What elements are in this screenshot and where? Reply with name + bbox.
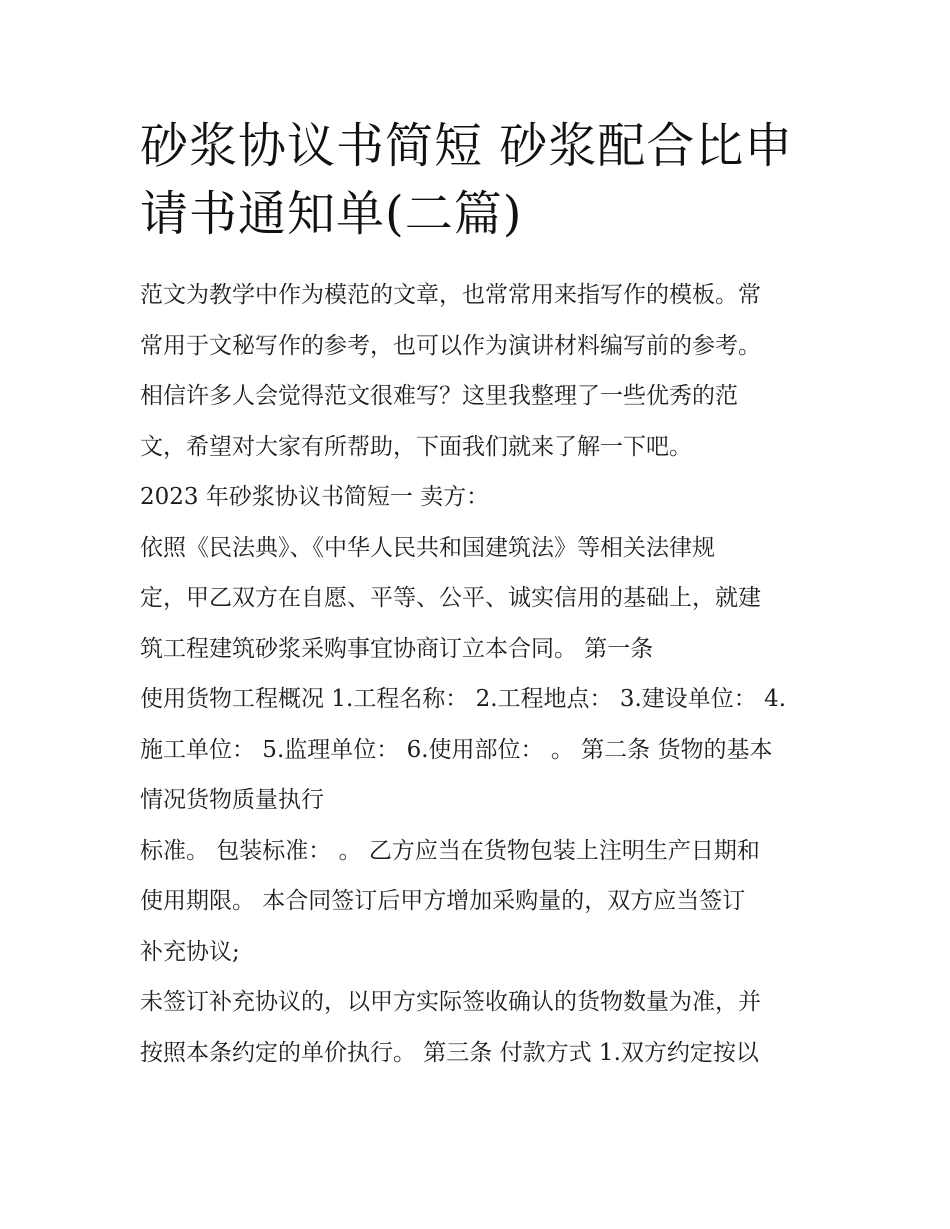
text-line: 施工单位： 5.监理单位： 6.使用部位： 。 第二条 货物的基本 <box>140 736 773 763</box>
text-line: 定，甲乙双方在自愿、平等、公平、诚实信用的基础上，就建 <box>140 585 761 611</box>
title-line: 砂浆协议书简短 砂浆配合比申 <box>140 118 794 174</box>
paragraph-intro <box>140 270 820 472</box>
text-line: 标准。 包装标准： 。 乙方应当在货物包装上注明生产日期和 <box>140 837 760 864</box>
document-page <box>140 112 820 1078</box>
paragraph-heading <box>140 472 820 523</box>
paragraph-standards <box>140 826 820 978</box>
document-title <box>140 112 820 248</box>
text-line: 按照本条约定的单价执行。 第三条 付款方式 1.双方约定按以 <box>140 1039 759 1066</box>
text-line: 未签订补充协议的，以甲方实际签收确认的货物数量为准，并 <box>140 989 761 1015</box>
title-line: 请书通知单(二篇) <box>140 186 523 242</box>
paragraph-payment <box>140 977 820 1078</box>
text-line: 文，希望对大家有所帮助，下面我们就来了解一下吧。 <box>140 433 692 460</box>
paragraph-project-overview <box>140 674 820 826</box>
text-line: 依照《民法典》、《中华人民共和国建筑法》等相关法律规 <box>140 534 715 561</box>
text-line: 筑工程建筑砂浆采购事宜协商订立本合同。 第一条 <box>140 635 654 662</box>
text-line: 范文为教学中作为模范的文章，也常常用来指写作的模板。常 <box>140 282 761 308</box>
text-line: 情况货物质量执行 <box>140 787 324 813</box>
text-line: 补充协议; <box>140 938 240 965</box>
document-body <box>140 270 820 1078</box>
text-line: 使用货物工程概况 1.工程名称： 2.工程地点： 3.建设单位： 4. <box>140 686 787 712</box>
text-line: 2023 年砂浆协议书简短一 卖方： <box>140 484 490 510</box>
text-line: 常用于文秘写作的参考，也可以作为演讲材料编写前的参考。 <box>140 332 761 359</box>
paragraph-legal-basis <box>140 523 820 675</box>
text-line: 相信许多人会觉得范文很难写？这里我整理了一些优秀的范 <box>140 383 738 409</box>
text-line: 使用期限。 本合同签订后甲方增加采购量的，双方应当签订 <box>140 888 746 914</box>
